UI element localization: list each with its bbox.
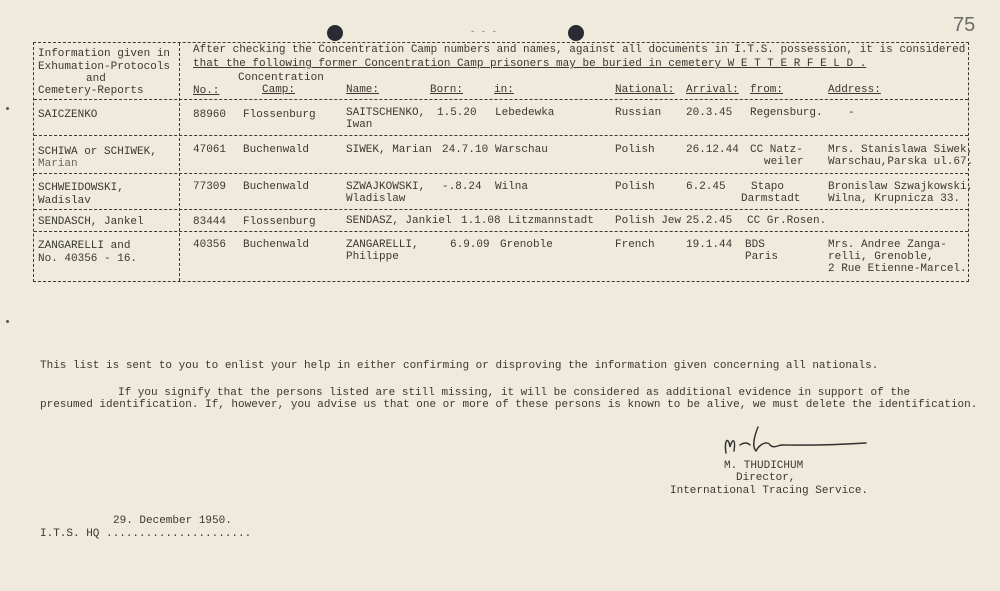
note-line-1: This list is sent to you to enlist your help in either confirming or disproving the information given concerning all nationals.	[40, 360, 879, 372]
row-national: Russian	[615, 107, 662, 119]
row-exhumation: SCHWEIDOWSKI,	[38, 182, 124, 194]
row-camp: Buchenwald	[243, 239, 310, 251]
col-header-no: No.:	[193, 85, 220, 97]
director-name: M. THUDICHUM	[724, 460, 804, 472]
row-national: Polish Jew	[615, 215, 682, 227]
row-address: Bronislaw Szwajkowski,	[828, 181, 974, 193]
document-place: I.T.S. HQ ......................	[40, 528, 252, 540]
row-arrival: 26.12.44	[686, 144, 739, 156]
row-address: relli, Grenoble,	[828, 251, 934, 263]
row-exhumation: No. 40356 - 16.	[38, 253, 138, 265]
row-no: 47061	[193, 144, 227, 156]
row-address: Warschau,Parska ul.67.	[828, 156, 974, 168]
col-header-arrival: Arrival:	[686, 84, 739, 96]
row-from: CC Natz-	[750, 144, 803, 156]
row-exhumation: SCHIWA or SCHIWEK,	[38, 146, 157, 158]
row-born: -.8.24	[442, 181, 482, 193]
director-org: International Tracing Service.	[670, 485, 869, 497]
row-born: 6.9.09	[450, 239, 490, 251]
row-from: Darmstadt	[741, 193, 801, 205]
col-header-camp: Camp:	[262, 84, 296, 96]
row-from: BDS	[745, 239, 765, 251]
punch-hole-left	[327, 25, 343, 41]
row-arrival: 25.2.45	[686, 215, 733, 227]
row-camp: Flossenburg	[243, 216, 316, 228]
row-from: Regensburg.	[750, 107, 823, 119]
exhumation-header-line: Information given in	[38, 48, 171, 60]
row-name: SIWEK, Marian	[346, 144, 432, 156]
row-in: Warschau	[495, 144, 548, 156]
punch-hole-right	[568, 25, 584, 41]
row-arrival: 6.2.45	[686, 181, 726, 193]
row-name: SZWAJKOWSKI,	[346, 181, 426, 193]
exhumation-header-line: Exhumation-Protocols	[38, 61, 171, 73]
row-divider	[34, 231, 968, 232]
row-divider	[34, 209, 968, 210]
row-name: Wladislaw	[346, 193, 406, 205]
row-divider	[34, 135, 968, 136]
row-address: Mrs. Stanislawa Siwek,	[828, 144, 974, 156]
margin-dot	[6, 107, 9, 110]
col-header-in: in:	[494, 84, 514, 96]
director-signature	[718, 415, 868, 460]
row-address: -	[848, 107, 855, 119]
intro-line-1: After checking the Concentration Camp numbers and names, against all documents in I.T.S. possession, it is considered	[193, 44, 966, 56]
row-from: weiler	[764, 156, 804, 168]
row-no: 88960	[193, 109, 227, 121]
column-divider	[179, 43, 180, 281]
row-no: 40356	[193, 239, 227, 251]
row-name: ZANGARELLI,	[346, 239, 419, 251]
col-header-from: from:	[750, 84, 784, 96]
row-address: 2 Rue Etienne-Marcel.	[828, 263, 967, 275]
page-number: 75	[953, 14, 976, 36]
row-in: Litzmannstadt	[508, 215, 594, 227]
margin-dot	[6, 320, 9, 323]
row-from: CC Gr.Rosen.	[747, 215, 827, 227]
row-exhumation: SAICZENKO	[38, 109, 98, 121]
row-arrival: 20.3.45	[686, 107, 733, 119]
row-divider	[34, 173, 968, 174]
exhumation-header-line: and	[86, 73, 106, 85]
row-national: Polish	[615, 181, 655, 193]
row-born: 1.5.20	[437, 107, 477, 119]
row-exhumation: Marian	[38, 158, 78, 170]
row-camp: Buchenwald	[243, 181, 310, 193]
col-header-camp-top: Concentration	[238, 72, 324, 84]
row-camp: Buchenwald	[243, 144, 310, 156]
director-title: Director,	[736, 472, 796, 484]
row-address: Mrs. Andree Zanga-	[828, 239, 947, 251]
note-line-3: presumed identification. If, however, you advise us that one or more of these persons is known to be alive, we must delete the identification.	[40, 399, 978, 411]
col-header-address: Address:	[828, 84, 881, 96]
col-header-name: Name:	[346, 84, 380, 96]
col-header-national: National:	[615, 84, 675, 96]
row-name: SENDASZ, Jankiel	[346, 215, 452, 227]
row-exhumation: SENDASCH, Jankel	[38, 216, 144, 228]
row-address: Wilna, Krupnicza 33.	[828, 193, 961, 205]
row-born: 1.1.08	[461, 215, 501, 227]
row-arrival: 19.1.44	[686, 239, 733, 251]
row-from: Stapo	[751, 181, 785, 193]
col-header-born: Born:	[430, 84, 464, 96]
row-from: Paris	[745, 251, 779, 263]
note-line-2: If you signify that the persons listed are still missing, it will be considered as additional evidence in support of the	[118, 387, 911, 399]
row-national: French	[615, 239, 655, 251]
row-exhumation: ZANGARELLI and	[38, 240, 131, 252]
page-mark: - - -	[470, 27, 498, 37]
row-name: Philippe	[346, 251, 399, 263]
row-exhumation: Wadislav	[38, 195, 91, 207]
intro-line-2: that the following former Concentration Camp prisoners may be buried in cemetery W E T T E R F E L D .	[193, 58, 867, 70]
row-born: 24.7.10	[442, 144, 489, 156]
exhumation-header-line: Cemetery-Reports	[38, 85, 144, 97]
row-no: 83444	[193, 216, 227, 228]
row-in: Lebedewka	[495, 107, 555, 119]
row-divider	[34, 99, 968, 100]
row-name: SAITSCHENKO,	[346, 107, 426, 119]
row-no: 77309	[193, 181, 227, 193]
document-date: 29. December 1950.	[113, 515, 232, 527]
row-name: Iwan	[346, 119, 373, 131]
row-camp: Flossenburg	[243, 109, 316, 121]
row-national: Polish	[615, 144, 655, 156]
row-in: Wilna	[495, 181, 529, 193]
row-in: Grenoble	[500, 239, 553, 251]
